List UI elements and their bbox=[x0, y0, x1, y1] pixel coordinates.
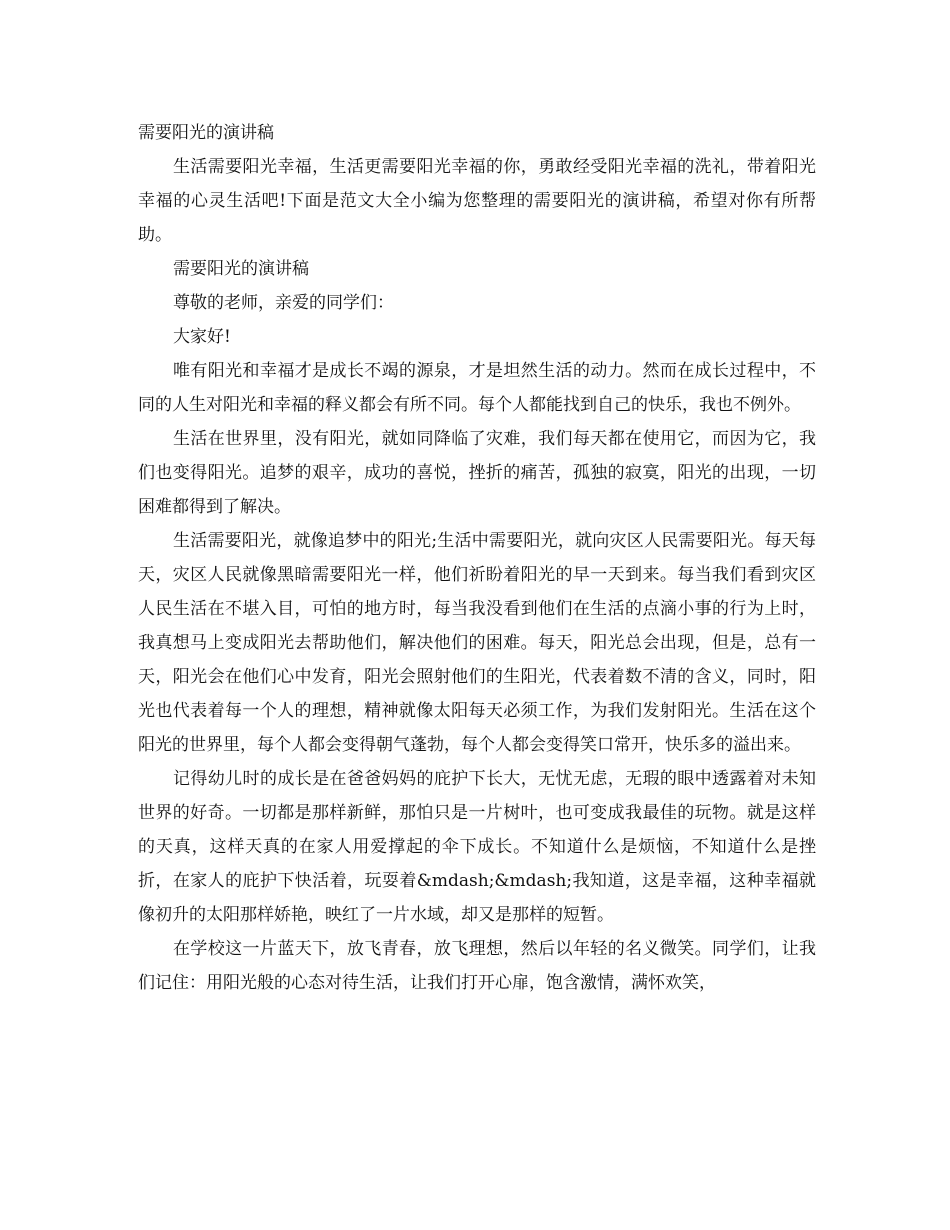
paragraph-body-3: 生活需要阳光，就像追梦中的阳光;生活中需要阳光，就向灾区人民需要阳光。每天每天，灾区人民就像黑暗需要阳光一样，他们祈盼着阳光的早一天到来。每当我们看到灾区人民生活在不堪入目，可怕的地方时，每当我没看到他们在生活的点滴小事的行为上时，我真想马上变成阳光去帮助他们，解决他们的困难。每天，阳光总会出现，但是，总有一天，阳光会在他们心中发育，阳光会照射他们的生阳光，代表着数不清的含义，同时，阳光也代表着每一个人的理想，精神就像太阳每天必须工作，为我们发射阳光。生活在这个阳光的世界里，每个人都会变得朝气蓬勃，每个人都会变得笑口常开，快乐多的溢出来。 bbox=[138, 531, 816, 755]
paragraph-speech-title: 需要阳光的演讲稿 bbox=[173, 259, 309, 279]
document-body bbox=[138, 116, 816, 1000]
paragraph-body-4: 记得幼儿时的成长是在爸爸妈妈的庇护下长大，无忧无虑，无瑕的眼中透露着对未知世界的好奇。一切都是那样新鲜，那怕只是一片树叶，也可变成我最佳的玩物。就是这样的天真，这样天真的在家人用爱撑起的伞下成长。不知道什么是烦恼，不知道什么是挫折，在家人的庇护下快活着，玩耍着&mdash;&mdash;我知道，这是幸福，这种幸福就像初升的太阳那样娇艳，映红了一片水域，却又是那样的短暂。 bbox=[138, 769, 816, 925]
paragraph-body-5: 在学校这一片蓝天下，放飞青春，放飞理想，然后以年轻的名义微笑。同学们，让我们记住：用阳光般的心态对待生活，让我们打开心扉，饱含激情，满怀欢笑， bbox=[138, 939, 816, 993]
paragraph-body-1: 唯有阳光和幸福才是成长不竭的源泉，才是坦然生活的动力。然而在成长过程中，不同的人生对阳光和幸福的释义都会有所不同。每个人都能找到自己的快乐，我也不例外。 bbox=[138, 361, 816, 415]
paragraph-greeting: 大家好! bbox=[173, 327, 231, 347]
paragraph-intro: 生活需要阳光幸福，生活更需要阳光幸福的你，勇敢经受阳光幸福的洗礼，带着阳光幸福的心灵生活吧!下面是范文大全小编为您整理的需要阳光的演讲稿，希望对你有所帮助。 bbox=[138, 157, 816, 245]
paragraph-salutation: 尊敬的老师，亲爱的同学们： bbox=[173, 293, 394, 313]
document-title: 需要阳光的演讲稿 bbox=[138, 123, 274, 143]
paragraph-body-2: 生活在世界里，没有阳光，就如同降临了灾难，我们每天都在使用它，而因为它，我们也变得阳光。追梦的艰辛，成功的喜悦，挫折的痛苦，孤独的寂寞，阳光的出现，一切困难都得到了解决。 bbox=[138, 429, 816, 517]
